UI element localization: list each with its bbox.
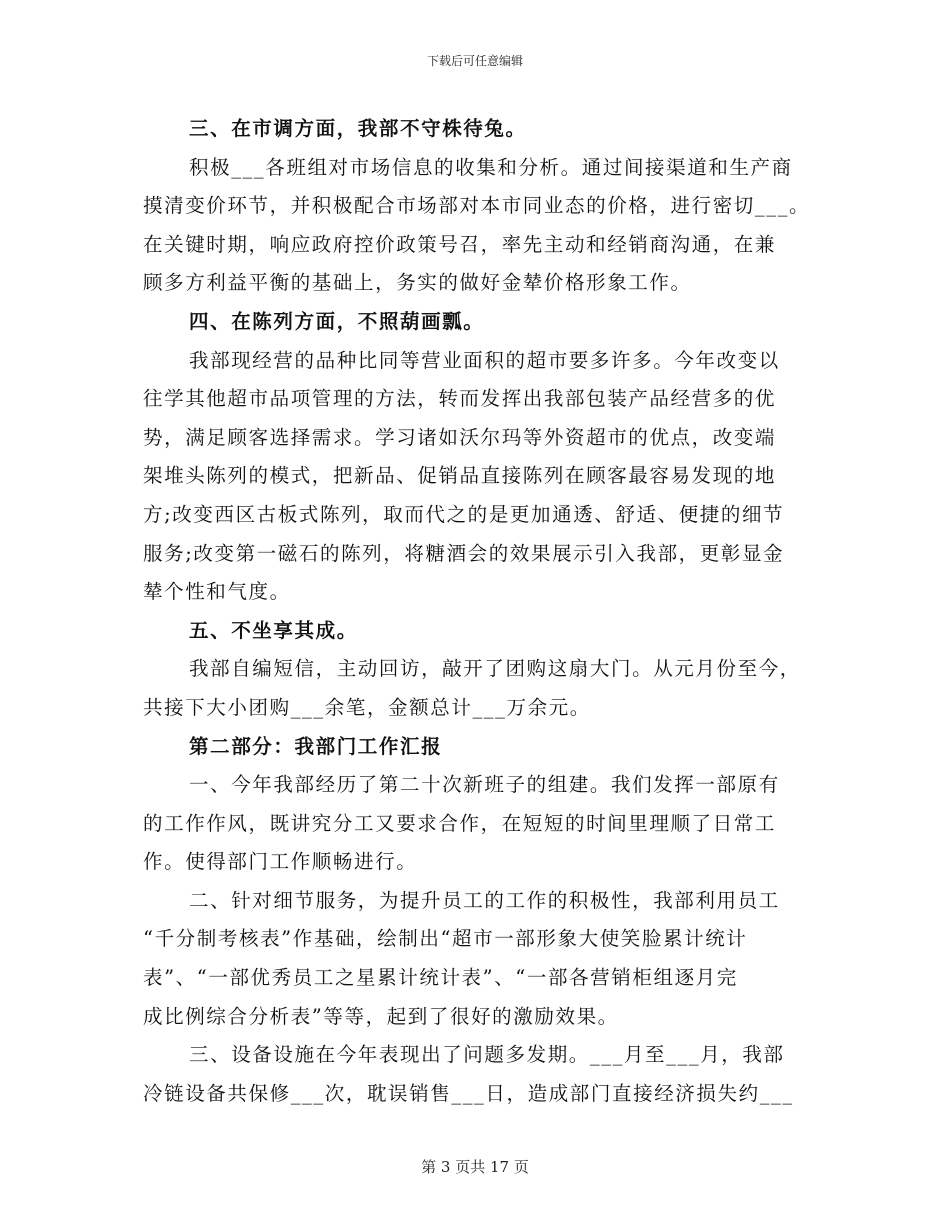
paragraph-line: 表”、“一部优秀员工之星累计统计表”、“一部各营销柜组逐月完 bbox=[143, 966, 738, 990]
paragraph-line: 势，满足顾客选择需求。学习诸如沃尔玛等外资超市的优点，改变端 bbox=[143, 425, 777, 449]
paragraph-line: 摸清变价环节，并积极配合市场部对本市同业态的价格，进行密切___。 bbox=[143, 194, 811, 218]
paragraph-line: 我部自编短信，主动回访，敲开了团购这扇大门。从元月份至今， bbox=[189, 657, 801, 681]
paragraph-line: 成比例综合分析表”等等，起到了很好的激励效果。 bbox=[143, 1004, 619, 1028]
paragraph-line: 往学其他超市品项管理的方法，转而发挥出我部包装产品经营多的优 bbox=[143, 387, 777, 411]
paragraph-line: 方;改变西区古板式陈列，取而代之的是更加通透、舒适、便捷的细节 bbox=[143, 502, 785, 526]
document-body bbox=[143, 110, 811, 1113]
paragraph-line: 共接下大小团购___余笔，金额总计___万余元。 bbox=[143, 695, 591, 719]
section-heading: 五、不坐享其成。 bbox=[189, 618, 358, 642]
paragraph-line: 积极___各班组对市场信息的收集和分析。通过间接渠道和生产商 bbox=[189, 155, 793, 179]
paragraph-line: 服务;改变第一磁石的陈列，将糖酒会的效果展示引入我部，更彰显金 bbox=[143, 541, 785, 565]
section-heading: 三、在市调方面，我部不守株待兔。 bbox=[189, 117, 527, 140]
paragraph-line: 顾多方利益平衡的基础上，务实的做好金辇价格形象工作。 bbox=[143, 271, 692, 295]
paragraph-line: 作。使得部门工作顺畅进行。 bbox=[143, 850, 418, 874]
page-footer: 第 3 页共 17 页 bbox=[421, 1158, 529, 1176]
paragraph-line: 冷链设备共保修___次，耽误销售___日，造成部门直接经济损失约___ bbox=[143, 1081, 794, 1105]
section-heading: 第二部分：我部门工作汇报 bbox=[189, 734, 443, 758]
paragraph-line: 二、针对细节服务，为提升员工的工作的积极性，我部利用员工 bbox=[189, 888, 780, 912]
paragraph-line: 一、今年我部经历了第二十次新班子的组建。我们发挥一部原有 bbox=[189, 773, 780, 797]
section-heading: 四、在陈列方面，不照葫画瓢。 bbox=[189, 309, 485, 333]
page-header: 下载后可任意编辑 bbox=[426, 54, 523, 68]
paragraph-line: 架堆头陈列的模式，把新品、促销品直接陈列在顾客最容易发现的地 bbox=[143, 464, 777, 488]
paragraph-line: 三、设备设施在今年表现出了问题多发期。___月至___月，我部 bbox=[189, 1043, 785, 1067]
paragraph-line: 在关键时期，响应政府控价政策号召，率先主动和经销商沟通，在兼 bbox=[143, 232, 777, 256]
paragraph-line: 我部现经营的品种比同等营业面积的超市要多许多。今年改变以 bbox=[189, 348, 780, 372]
paragraph-line: 的工作作风，既讲究分工又要求合作，在短短的时间里理顺了日常工 bbox=[143, 811, 777, 835]
paragraph-line: “千分制考核表”作基础，绘制出“超市一部形象大使笑脸累计统计 bbox=[143, 927, 748, 951]
paragraph-line: 辇个性和气度。 bbox=[143, 580, 291, 604]
